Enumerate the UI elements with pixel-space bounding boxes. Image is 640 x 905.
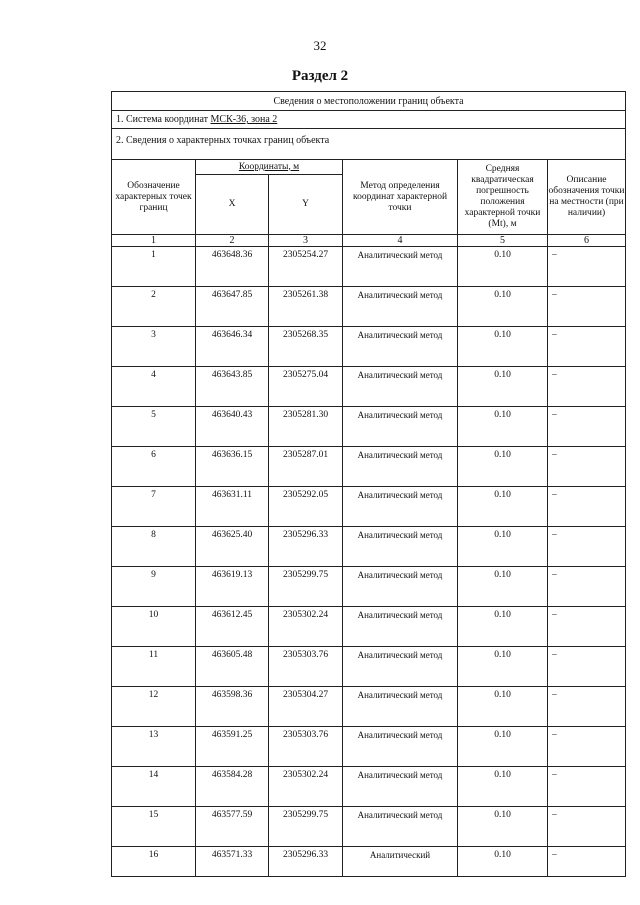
cell-description: –: [548, 407, 626, 447]
cell-x: 463591.25: [196, 727, 269, 767]
table-row: [112, 567, 626, 607]
table-row: [112, 527, 626, 567]
cell-point-number: 4: [112, 367, 196, 407]
cell-y: 2305299.75: [269, 567, 343, 607]
cell-error: 0.10: [458, 367, 548, 407]
column-number: 6: [548, 235, 626, 247]
cell-point-number: 13: [112, 727, 196, 767]
cell-point-number: 11: [112, 647, 196, 687]
cell-method: Аналитический метод: [343, 407, 458, 447]
cell-method: Аналитический: [343, 847, 458, 877]
cell-description: –: [548, 527, 626, 567]
cell-point-number: 5: [112, 407, 196, 447]
cell-point-number: 9: [112, 567, 196, 607]
cell-x: 463643.85: [196, 367, 269, 407]
table-row: [112, 367, 626, 407]
cell-error: 0.10: [458, 807, 548, 847]
cell-x: 463605.48: [196, 647, 269, 687]
cell-description: –: [548, 447, 626, 487]
cell-y: 2305275.04: [269, 367, 343, 407]
cell-error: 0.10: [458, 607, 548, 647]
cell-method: Аналитический метод: [343, 327, 458, 367]
cell-error: 0.10: [458, 767, 548, 807]
cell-point-number: 14: [112, 767, 196, 807]
cell-description: –: [548, 807, 626, 847]
cell-method: Аналитический метод: [343, 447, 458, 487]
cell-description: –: [548, 767, 626, 807]
cell-error: 0.10: [458, 567, 548, 607]
cell-method: Аналитический метод: [343, 807, 458, 847]
col-y-header: Y: [269, 175, 343, 235]
cell-method: Аналитический метод: [343, 687, 458, 727]
cell-point-number: 16: [112, 847, 196, 877]
cell-y: 2305261.38: [269, 287, 343, 327]
cell-error: 0.10: [458, 727, 548, 767]
cell-error: 0.10: [458, 407, 548, 447]
col-coordinates-header: Координаты, м: [196, 160, 343, 175]
cell-y: 2305254.27: [269, 247, 343, 287]
cell-x: 463571.33: [196, 847, 269, 877]
cell-error: 0.10: [458, 647, 548, 687]
boundary-points-table: [111, 91, 626, 877]
column-number: 2: [196, 235, 269, 247]
cell-point-number: 7: [112, 487, 196, 527]
cell-y: 2305303.76: [269, 727, 343, 767]
cell-description: –: [548, 287, 626, 327]
cell-point-number: 1: [112, 247, 196, 287]
cell-point-number: 2: [112, 287, 196, 327]
cell-description: –: [548, 647, 626, 687]
cell-error: 0.10: [458, 847, 548, 877]
cell-description: –: [548, 567, 626, 607]
cell-x: 463619.13: [196, 567, 269, 607]
cell-x: 463577.59: [196, 807, 269, 847]
cell-point-number: 15: [112, 807, 196, 847]
table-header: Сведения о местоположении границ объекта: [112, 92, 626, 111]
table-row: [112, 447, 626, 487]
table-row: [112, 247, 626, 287]
col-designation-header: Обозначение характерных точек границ: [112, 160, 196, 235]
cell-description: –: [548, 247, 626, 287]
section-title: Раздел 2: [291, 68, 349, 84]
table-row: [112, 687, 626, 727]
cell-y: 2305302.24: [269, 607, 343, 647]
cell-method: Аналитический метод: [343, 767, 458, 807]
cell-x: 463636.15: [196, 447, 269, 487]
col-x-header: X: [196, 175, 269, 235]
cell-y: 2305303.76: [269, 647, 343, 687]
cell-description: –: [548, 367, 626, 407]
cell-error: 0.10: [458, 247, 548, 287]
cell-y: 2305296.33: [269, 847, 343, 877]
table-row: [112, 647, 626, 687]
cell-y: 2305268.35: [269, 327, 343, 367]
coordinate-system-value: МСК-36, зона 2: [210, 114, 278, 125]
page-number: 32: [313, 38, 327, 53]
cell-method: Аналитический метод: [343, 647, 458, 687]
coordinate-system-line: [112, 111, 626, 129]
cell-method: Аналитический метод: [343, 527, 458, 567]
cell-method: Аналитический метод: [343, 367, 458, 407]
cell-point-number: 6: [112, 447, 196, 487]
cell-y: 2305281.30: [269, 407, 343, 447]
cell-method: Аналитический метод: [343, 247, 458, 287]
cell-error: 0.10: [458, 287, 548, 327]
coordinate-system-label: 1. Система координат: [116, 114, 211, 125]
cell-description: –: [548, 607, 626, 647]
cell-point-number: 3: [112, 327, 196, 367]
column-number: 5: [458, 235, 548, 247]
cell-x: 463647.85: [196, 287, 269, 327]
cell-y: 2305302.24: [269, 767, 343, 807]
cell-y: 2305287.01: [269, 447, 343, 487]
cell-method: Аналитический метод: [343, 727, 458, 767]
cell-x: 463598.36: [196, 687, 269, 727]
cell-x: 463612.45: [196, 607, 269, 647]
cell-x: 463640.43: [196, 407, 269, 447]
cell-y: 2305304.27: [269, 687, 343, 727]
table-row: [112, 847, 626, 877]
table-row: [112, 727, 626, 767]
cell-y: 2305299.75: [269, 807, 343, 847]
cell-x: 463648.36: [196, 247, 269, 287]
col-method-header: Метод определения координат характерной точки: [343, 160, 458, 235]
column-number: 4: [343, 235, 458, 247]
column-number: 1: [112, 235, 196, 247]
table-row: [112, 407, 626, 447]
column-number: 3: [269, 235, 343, 247]
cell-error: 0.10: [458, 447, 548, 487]
table-row: [112, 607, 626, 647]
cell-y: 2305296.33: [269, 527, 343, 567]
cell-point-number: 12: [112, 687, 196, 727]
cell-point-number: 8: [112, 527, 196, 567]
col-description-header: Описание обозначения точки на местности (при наличии): [548, 160, 626, 235]
table-row: [112, 767, 626, 807]
cell-description: –: [548, 687, 626, 727]
cell-method: Аналитический метод: [343, 607, 458, 647]
table-row: [112, 327, 626, 367]
table-row: [112, 807, 626, 847]
cell-x: 463584.28: [196, 767, 269, 807]
col-error-header: Средняя квадратическая погрешность положения характерной точки (Mt), м: [458, 160, 548, 235]
cell-x: 463625.40: [196, 527, 269, 567]
cell-method: Аналитический метод: [343, 287, 458, 327]
cell-point-number: 10: [112, 607, 196, 647]
cell-error: 0.10: [458, 487, 548, 527]
points-heading: 2. Сведения о характерных точках границ объекта: [112, 129, 626, 152]
cell-y: 2305292.05: [269, 487, 343, 527]
cell-x: 463646.34: [196, 327, 269, 367]
points-heading-gap: [112, 151, 626, 160]
cell-error: 0.10: [458, 527, 548, 567]
cell-description: –: [548, 487, 626, 527]
cell-error: 0.10: [458, 327, 548, 367]
cell-description: –: [548, 327, 626, 367]
cell-x: 463631.11: [196, 487, 269, 527]
cell-error: 0.10: [458, 687, 548, 727]
table-row: [112, 487, 626, 527]
cell-method: Аналитический метод: [343, 487, 458, 527]
cell-method: Аналитический метод: [343, 567, 458, 607]
table-row: [112, 287, 626, 327]
cell-description: –: [548, 727, 626, 767]
cell-description: –: [548, 847, 626, 877]
